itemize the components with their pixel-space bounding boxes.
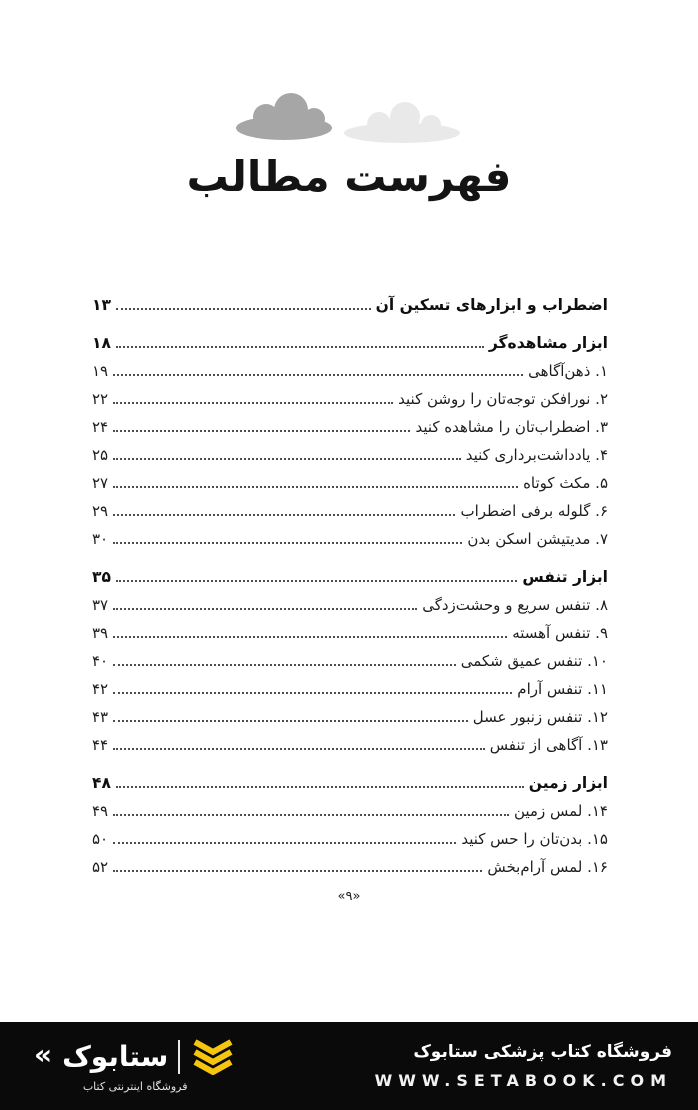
footer-logo-row: [34, 1039, 236, 1075]
toc-entry: [92, 731, 608, 759]
dotted-leader: [113, 514, 455, 516]
toc-entry-page: ۱۳: [92, 296, 111, 314]
toc-entry: [92, 385, 608, 413]
dotted-leader: [113, 842, 456, 844]
toc-entry-title: ۱۱. تنفس آرام: [517, 680, 608, 698]
toc-entry-title: ابزار مشاهده‌گر: [488, 334, 608, 352]
dotted-leader: [113, 542, 462, 544]
toc-entry-page: ۴۴: [92, 736, 109, 754]
toc-entry: [92, 469, 608, 497]
toc-entry: [92, 357, 608, 385]
dotted-leader: [113, 814, 509, 816]
dotted-leader: [116, 786, 524, 788]
footer-website-url[interactable]: WWW.SETABOOK.COM: [374, 1071, 672, 1090]
toc-entry-title: ۱. ذهن‌آگاهی: [528, 362, 608, 380]
dotted-leader: [113, 402, 393, 404]
toc-entry-page: ۴۰: [92, 652, 109, 670]
toc-entry-title: ابزار تنفس: [522, 568, 608, 586]
footer-logo[interactable]: [34, 1039, 236, 1093]
toc-entry-page: ۴۳: [92, 708, 109, 726]
toc-entry-title: ۱۴. لمس زمین: [513, 802, 608, 820]
toc-entry-page: ۳۹: [92, 624, 109, 642]
dotted-leader: [116, 346, 484, 348]
toc-section-header: [92, 769, 608, 797]
toc-entry: [92, 441, 608, 469]
book-page: [0, 86, 698, 1110]
dotted-leader: [116, 308, 371, 310]
dotted-leader: [113, 692, 512, 694]
dotted-leader: [113, 720, 468, 722]
toc-entry-page: ۴۲: [92, 680, 109, 698]
toc-entry-page: ۲۲: [92, 390, 109, 408]
toc-entry-page: ۱۹: [92, 362, 109, 380]
toc-entry-title: ۳. اضطراب‌تان را مشاهده کنید: [415, 418, 608, 436]
toc-entry-title: ۸. تنفس سریع و وحشت‌زدگی: [422, 596, 608, 614]
toc-entry-title: ۱۰. تنفس عمیق شکمی: [460, 652, 608, 670]
toc-entry-page: ۲۵: [92, 446, 109, 464]
toc-entry-title: ۵. مکث کوتاه: [523, 474, 608, 492]
logo-tagline: فروشگاه اینترنتی کتاب: [82, 1080, 188, 1093]
dotted-leader: [113, 608, 417, 610]
footer-store-name: فروشگاه کتاب پزشکی ستابوک: [413, 1042, 672, 1062]
toc-entry: [92, 497, 608, 525]
toc-entry-page: ۲۹: [92, 502, 109, 520]
dotted-leader: [113, 458, 461, 460]
dotted-leader: [113, 636, 507, 638]
toc-entry-title: ۶. گلوله برفی اضطراب: [460, 502, 608, 520]
dotted-leader: [116, 580, 517, 582]
toc-entry-title: ۱۶. لمس آرام‌بخش: [487, 858, 608, 876]
toc-list: [0, 291, 698, 881]
toc-section-header: [92, 291, 608, 319]
logo-divider: [178, 1040, 180, 1074]
toc-entry-title: ۱۳. آگاهی از تنفس: [489, 736, 608, 754]
footer-store-info: [375, 1042, 672, 1090]
toc-section-header: [92, 329, 608, 357]
toc-entry-title: ۲. نورافکن توجه‌تان را روشن کنید: [398, 390, 608, 408]
toc-entry: [92, 675, 608, 703]
toc-entry-page: ۱۸: [92, 334, 111, 352]
toc-entry: [92, 853, 608, 881]
toc-entry: [92, 825, 608, 853]
toc-entry-title: ۴. یادداشت‌برداری کنید: [465, 446, 608, 464]
toc-entry: [92, 619, 608, 647]
page-title: فهرست مطالب: [186, 152, 512, 201]
toc-entry-page: ۵۰: [92, 830, 109, 848]
toc-entry-title: ۱۵. بدن‌تان را حس کنید: [461, 830, 608, 848]
toc-entry-page: ۳۰: [92, 530, 109, 548]
dotted-leader: [113, 870, 482, 872]
toc-entry: [92, 591, 608, 619]
toc-entry-title: ابزار زمین: [528, 774, 608, 792]
toc-entry-page: ۴۹: [92, 802, 109, 820]
toc-entry-page: ۵۲: [92, 858, 109, 876]
toc-entry-page: ۴۸: [92, 774, 111, 792]
toc-entry-page: ۲۴: [92, 418, 109, 436]
toc-entry-title: ۱۲. تنفس زنبور عسل: [472, 708, 608, 726]
toc-entry: [92, 703, 608, 731]
toc-entry-title: اضطراب و ابزارهای تسکین آن: [375, 296, 608, 314]
toc-entry: [92, 647, 608, 675]
page-number-marker: «۹»: [337, 889, 361, 904]
toc-entry-title: ۹. تنفس آهسته: [512, 624, 608, 642]
dotted-leader: [113, 748, 485, 750]
toc-entry: [92, 797, 608, 825]
toc-entry-page: ۲۷: [92, 474, 109, 492]
toc-entry-page: ۳۷: [92, 596, 109, 614]
dotted-leader: [113, 486, 518, 488]
footer: [0, 1022, 698, 1110]
dotted-leader: [113, 664, 456, 666]
clouds-illustration: [214, 86, 484, 144]
logo-stacked-chevrons-icon: [190, 1039, 236, 1075]
toc-entry-title: ۷. مدیتیشن اسکن بدن: [467, 530, 608, 548]
toc-entry-page: ۳۵: [92, 568, 111, 586]
toc-entry: [92, 413, 608, 441]
toc-entry: [92, 525, 608, 553]
logo-wordmark: ستابوک: [62, 1039, 169, 1073]
dotted-leader: [113, 430, 410, 432]
logo-chevron-mark: «: [34, 1038, 53, 1071]
dotted-leader: [113, 374, 523, 376]
toc-section-header: [92, 563, 608, 591]
